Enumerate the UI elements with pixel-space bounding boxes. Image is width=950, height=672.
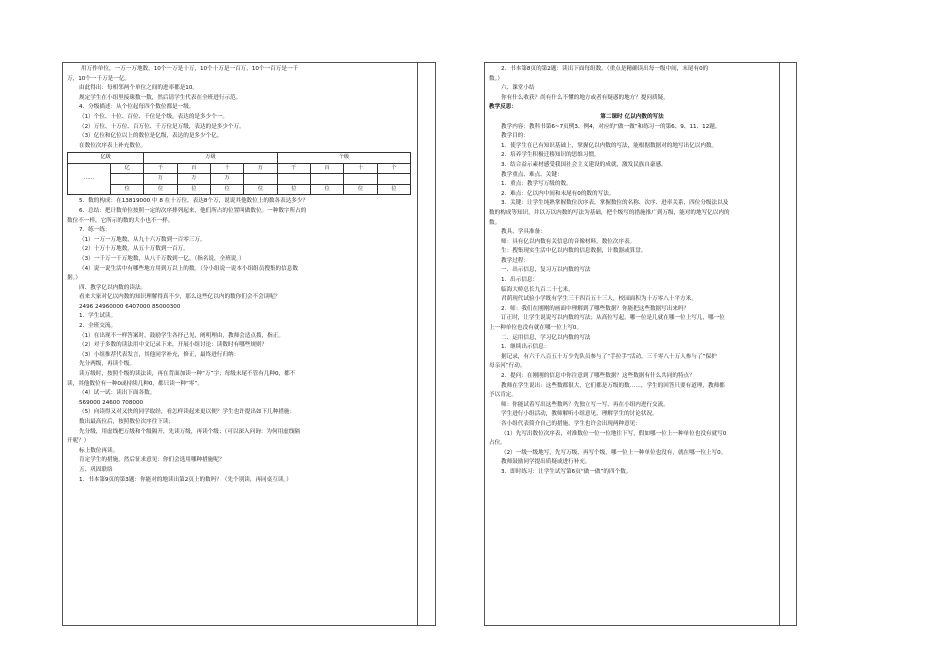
left-text-block xyxy=(67,65,413,485)
unit-cell: 个 xyxy=(377,163,410,174)
text-line: （4）说一说生活中有哪些地方用到万以上的数。（分小组说一说本小组组员搜集的信息数 xyxy=(79,265,298,272)
text-line: 教学目的： xyxy=(501,133,529,140)
unit-cell: 百 xyxy=(310,163,343,174)
text-line: 2．提问：在刚刚的信息中你注意到了哪些数据？这些数据有什么共同的特点？ xyxy=(501,373,695,379)
unit-cell: 十 xyxy=(210,163,243,174)
text-line: 君荫现代试验小学既有学生三千四百五十三人，校园面积为十万零八十平方米。 xyxy=(501,296,697,303)
text-line: 教师在学生说出：这些数都很大，它们都是万级的数……，学生的回答只要有道理，教师都 xyxy=(501,382,725,389)
wei-cell: 位 xyxy=(144,184,177,195)
wei-cell: 位 xyxy=(111,184,144,195)
text-line: 569000 24600 708000 xyxy=(79,399,144,406)
text-line: 读万级时，按照个级的读法读，再在背面加读一种“万”字；每级末尾不管有几种0，都不 xyxy=(79,371,296,378)
text-line: 开呢？） xyxy=(67,438,90,445)
text-line: 四、教学亿以内数的读法。 xyxy=(79,284,147,291)
text-line: 师：具有亿以内数有关信息的音像材料，数位次序表。 xyxy=(501,238,636,245)
place-cell: 万 xyxy=(144,174,177,185)
text-line: 2．全班交流。 xyxy=(79,323,117,330)
text-line: 数的构成等知识，并以万以内数的写法为基础，把个级写的措施推广到万级，能对的地写亿以内的 xyxy=(489,209,730,216)
text-line: 教学反思： xyxy=(489,104,517,111)
wei-cell: 位 xyxy=(377,184,410,195)
text-line: （3）亿位和亿位以上的数位是亿级，表达的是多少个亿。 xyxy=(79,133,223,140)
text-line: 数出最高位后，按照数位次序往下读； xyxy=(79,419,175,425)
text-line: 1．书本第9页的第3题：你能对的地读出第2页上的数吗？（先个别读，再同桌互读。） xyxy=(79,476,292,483)
text-line: 教师鼓励同学提出质疑或进行补充。 xyxy=(501,459,591,466)
wei-cell: 位 xyxy=(177,184,210,195)
text-line: 6．总结：把计数单位按照一定的次序排列起来，他们所占的位置叫做数位。一种数字所占的 xyxy=(79,207,307,214)
text-line: 六、课堂小结 xyxy=(501,85,535,92)
text-line: 万，10个一千万是一亿。 xyxy=(67,75,131,82)
text-line: （1）个位、十位、百位、千位是个级，表达的是多少个一。 xyxy=(79,113,228,120)
text-line: 上一种单位也没有就在哪一位上写0。 xyxy=(489,325,583,332)
wei-cell: 位 xyxy=(344,184,377,195)
text-line: 二、运用信息，学习亿以内数的写法 xyxy=(501,334,591,341)
text-line: 3．结合益示素材感受我国社会主义建设的成就，激发民族自豪感。 xyxy=(501,161,667,168)
text-line: 在数位次序表上补充数位。 xyxy=(79,142,147,149)
blank-cell xyxy=(310,174,343,185)
text-line: 师：你能试着写出这些数吗？先独立写一写，再在小组内进行交流。 xyxy=(501,401,669,408)
text-line: 4．分级描述：从个位起每四个数位都是一级。 xyxy=(79,104,195,111)
text-line: （1）一万一万地数，从九十六万数到一百零三万。 xyxy=(79,236,206,243)
group-wan: 万级 xyxy=(144,153,277,164)
unit-cell: 百 xyxy=(177,163,210,174)
place-cell: 万 xyxy=(210,174,243,185)
blank-cell xyxy=(244,174,277,185)
text-line: （3）一千万一千万地数，从八千万数到一亿。（指名说，全班说。） xyxy=(79,255,245,262)
text-line: 数。 xyxy=(489,219,501,226)
place-value-table xyxy=(67,152,411,195)
text-line: 1．出示信息： xyxy=(501,277,539,284)
text-line: 一、出示信息，复习万以内数的写法 xyxy=(501,267,591,274)
text-line: 生：搜集现实生活中亿以内数的信息数据，计数器或算盘。 xyxy=(501,248,647,255)
text-line: 由此得出：每相邻两个单位之间的进率都是10。 xyxy=(79,85,198,92)
text-line: 第二课时 亿以内数的写法 xyxy=(600,113,664,120)
blank-cell xyxy=(111,174,144,185)
unit-cell: 万 xyxy=(244,163,277,174)
right-text-block xyxy=(489,65,775,478)
right-text-column xyxy=(485,63,780,625)
unit-cell: 十 xyxy=(344,163,377,174)
text-line: 2．师：我们在刚刚的画面中理解到了哪些数据？你能把这些数据写出来吗？ xyxy=(501,305,690,312)
text-line: 教学内容：教科书第6~7页例3、例4，对应的“做一做”和练习一的第6、9、11、12题。 xyxy=(501,123,721,130)
text-line: 5．数的构成：在13819000 中 8 在十万位，表达8个万，说说其他数位上的数各表达多少？ xyxy=(79,198,309,205)
text-line: 肯定学生的措施，然后征求意见：你们会选用哪种措施呢？ xyxy=(79,457,225,464)
text-line: 教学过程： xyxy=(501,257,529,264)
text-line: 教具、学具准备： xyxy=(501,229,546,236)
text-line: 占位。 xyxy=(489,440,506,447)
blank-cell xyxy=(377,174,410,185)
text-line: 规定学生在小组里接珠数一数，然后请学生代表在全班进行示范。 xyxy=(79,94,242,101)
text-line: 订正时，让学生说说写以内数的写法；从高位写起，哪一位是几就在哪一位上写几，哪一位 xyxy=(501,315,725,322)
text-line: 2496 24960000 6407000 85000300 xyxy=(79,303,181,310)
text-line: （3）小组推荐代表发言，其他同学补充，修正，最终进行归纳： xyxy=(79,351,240,358)
text-line: 据记录，有六千八百五十万少先队员参与了“手拉手”活动，三千零八十万人参与了“保护 xyxy=(501,353,717,360)
blank-cell xyxy=(277,174,310,185)
text-line: 临海大桥总长九百二十七米。 xyxy=(501,286,574,293)
wei-cell: 位 xyxy=(244,184,277,195)
text-line: 五、巩固联络 xyxy=(79,466,113,473)
text-line: 3．即时练习：让学生试写第6页“做一做”的四个数。 xyxy=(501,468,632,475)
text-line: 母亲河”行动。 xyxy=(489,363,526,370)
text-line: 2．书本第8页的第2题：读出下面每组数。（重点是精确读出每一级中间，末尾有0的 xyxy=(501,66,709,72)
text-line: （2）一级一级地写，先写万级，再写个级，哪一位上一种单位也没有，就在哪一位上写0。 xyxy=(501,449,727,456)
text-line: （2）万位、十万位、百万位、千万位是万级，表达的是多少个万。 xyxy=(79,123,245,130)
unit-cell: 亿 xyxy=(111,163,144,174)
wei-cell: 位 xyxy=(210,184,243,195)
text-line: 学生进行小组活动，教师解听小组意见，理解学生的讨论状况。 xyxy=(501,411,658,418)
text-line: 标上数位再读。 xyxy=(79,447,119,454)
text-line: 看来大家对亿以内数的知识理解得真不少，那么这些亿以内的数你们会不会读呢？ xyxy=(79,294,281,301)
text-line: 先分级，用虚线把万级和个级隔开，先读万级，再读个级；（可以深入问询：为何用虚线隔 xyxy=(79,428,300,435)
text-line: 1．使学生在已有知识基础上，掌握亿以内数的写法，能根据数据对的地写出亿以内数。 xyxy=(501,142,718,149)
table-ellipsis: …… xyxy=(68,163,111,195)
unit-cell: 千 xyxy=(144,163,177,174)
text-line: 2．难点：亿以内中间和末尾有0的数的写法。 xyxy=(501,190,615,197)
text-line: 据。） xyxy=(67,275,81,282)
text-line: 予以肯定。 xyxy=(489,392,517,399)
blank-cell xyxy=(344,174,377,185)
left-text-column xyxy=(63,63,418,625)
text-line: 读，其他数位有一种0或持续几种0，都只读一种“零”。 xyxy=(67,380,203,387)
place-cell: 万 xyxy=(177,174,210,185)
text-line: 你有什么收获？尚有什么不懂的地方或者有疑惑的地方？提问质疑。 xyxy=(501,94,669,101)
group-yi: 亿级 xyxy=(68,153,144,164)
text-line: 各小组代表简介自己的措施，学生也许会出现两种意见： xyxy=(501,420,641,427)
wei-cell: 位 xyxy=(277,184,310,195)
text-line: 1．继续出示信息： xyxy=(501,344,550,351)
left-page xyxy=(62,62,436,626)
text-line: （5）向读得又对又快的同学取经，看怎样读起来更以便？学生也许提出如下几种措施： xyxy=(79,409,296,416)
text-line: （4）试一试：读出下面各数。 xyxy=(79,390,156,397)
wei-cell: 位 xyxy=(310,184,343,195)
text-line: 用万作单位，一万一万地数，10个一万是十万，10个十万是一百万，10个一百万是一千 xyxy=(81,66,299,72)
group-ge: 个级 xyxy=(277,153,410,164)
text-line: （2）十万十万地数，从五十万数到一百万。 xyxy=(79,246,189,253)
right-page xyxy=(484,62,797,626)
text-line: （2）对于多数的读法用中文记录下来，开展小组讨论：读数时有哪些规则？ xyxy=(79,342,268,349)
text-line: （1）在出现不一样答案时，鼓励学生各抒己见，阐明理由，教师会适点拨，指正。 xyxy=(79,332,284,339)
text-line: 数位不一样，它所示的数的大小也不一样。 xyxy=(67,217,174,224)
text-line: （1）先写出数位次序表，对准数位一位一位地往下写，假如哪一位上一种单位也没有就写0 xyxy=(501,430,727,437)
text-line: 3．关键：让学生纯熟掌握数位次序表，掌握数位的名称、次序、进率关系，四位分级法以及 xyxy=(501,200,729,207)
unit-cell: 千 xyxy=(277,163,310,174)
text-line: 1．重点：教学写万级的数。 xyxy=(501,181,572,188)
text-line: 7．练一练： xyxy=(79,227,111,234)
text-line: 先分两级，再读个级。 xyxy=(79,361,135,368)
text-line: 教学重点、难点、关键： xyxy=(501,171,563,178)
text-line: 2．培养学生积极迁移知识的思维习惯。 xyxy=(501,152,600,159)
text-line: 1．学生试读。 xyxy=(79,313,117,320)
text-line: 数。） xyxy=(489,75,503,82)
